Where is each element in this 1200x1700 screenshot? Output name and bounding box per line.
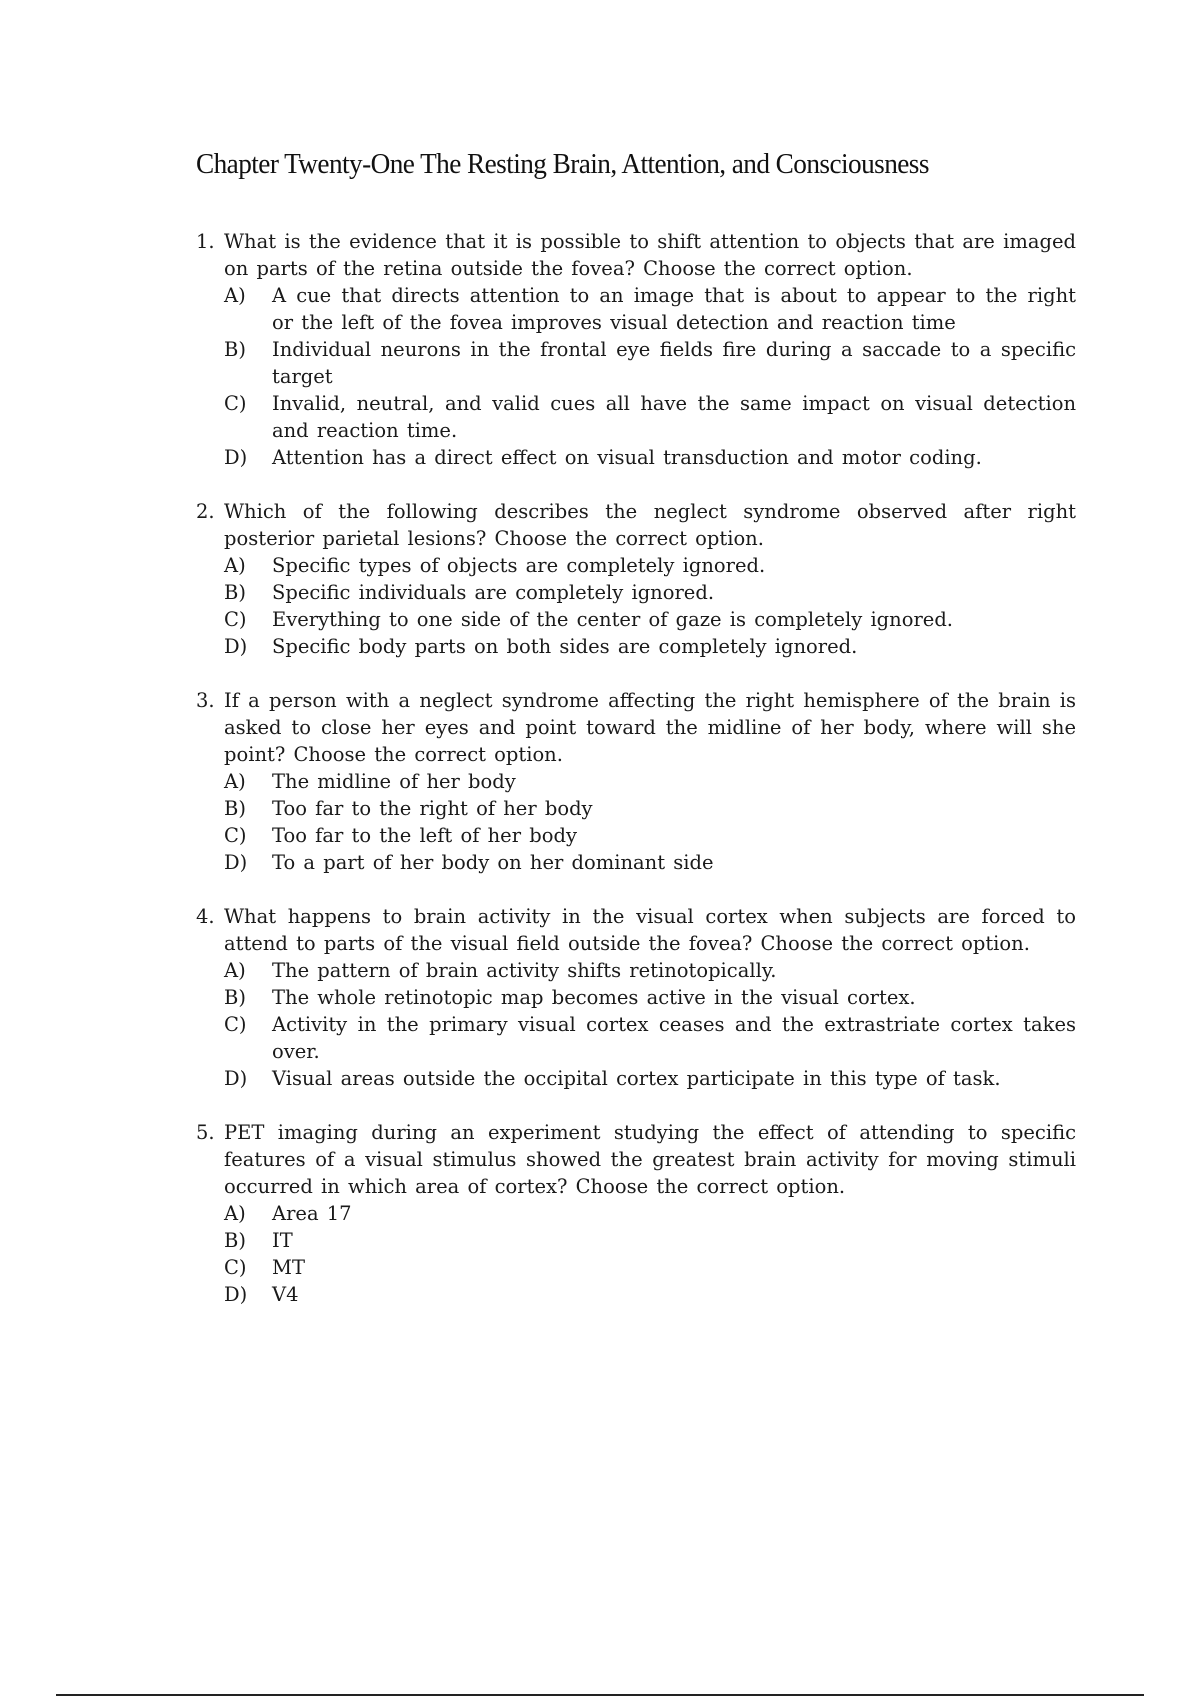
question-stem: [196, 1119, 1076, 1200]
question-text: PET imaging during an experiment studying the effect of attending to specific features of a visual stimulus showed the greatest brain activity for moving stimuli occurred in which area of cortex? Choose the correct option.: [224, 1121, 1076, 1198]
question-number: 3.: [196, 689, 215, 712]
option-text: Attention has a direct effect on visual transduction and motor coding.: [272, 446, 982, 469]
option-text: IT: [272, 1229, 293, 1252]
answer-option-b: [224, 579, 1076, 606]
answer-option-b: [224, 984, 1076, 1011]
option-text: Specific types of objects are completely ignored.: [272, 554, 766, 577]
answer-option-c: [224, 606, 1076, 633]
option-text: Visual areas outside the occipital cortex participate in this type of task.: [272, 1067, 1001, 1090]
answer-options: [196, 1200, 1076, 1308]
answer-option-a: [224, 957, 1076, 984]
question-number: 5.: [196, 1121, 215, 1144]
answer-options: [196, 768, 1076, 876]
option-letter: D): [224, 635, 248, 658]
answer-option-d: [224, 1065, 1076, 1092]
footer-rule: [56, 1694, 1144, 1696]
option-text: A cue that directs attention to an image that is about to appear to the right or the left of the fovea improves visual detection and reaction time: [272, 284, 1076, 334]
option-text: V4: [272, 1283, 299, 1306]
option-letter: C): [224, 1256, 247, 1279]
answer-option-a: [224, 552, 1076, 579]
question-number: 2.: [196, 500, 215, 523]
option-letter: A): [224, 284, 246, 307]
question-number: 4.: [196, 905, 215, 928]
option-text: The midline of her body: [272, 770, 516, 793]
answer-options: [196, 282, 1076, 471]
answer-option-b: [224, 1227, 1076, 1254]
answer-option-c: [224, 1011, 1076, 1065]
option-text: Activity in the primary visual cortex ceases and the extrastriate cortex takes over.: [272, 1013, 1076, 1063]
question-2: [196, 498, 1076, 660]
question-text: What happens to brain activity in the visual cortex when subjects are forced to attend to parts of the visual field outside the fovea? Choose the correct option.: [224, 905, 1076, 955]
answer-option-a: [224, 282, 1076, 336]
option-letter: B): [224, 797, 246, 820]
answer-option-d: [224, 444, 1076, 471]
option-letter: A): [224, 959, 246, 982]
option-text: To a part of her body on her dominant side: [272, 851, 714, 874]
option-text: Area 17: [272, 1202, 352, 1225]
option-letter: D): [224, 1067, 248, 1090]
page-title: Chapter Twenty-One The Resting Brain, Attention, and Consciousness: [196, 148, 929, 180]
answer-option-a: [224, 768, 1076, 795]
option-letter: B): [224, 986, 246, 1009]
answer-option-d: [224, 849, 1076, 876]
question-stem: [196, 687, 1076, 768]
option-letter: A): [224, 1202, 246, 1225]
option-letter: C): [224, 392, 247, 415]
option-letter: D): [224, 446, 248, 469]
answer-option-b: [224, 336, 1076, 390]
option-text: Specific body parts on both sides are completely ignored.: [272, 635, 858, 658]
question-stem: [196, 228, 1076, 282]
answer-option-d: [224, 633, 1076, 660]
option-letter: D): [224, 851, 248, 874]
question-stem: [196, 903, 1076, 957]
question-4: [196, 903, 1076, 1092]
answer-options: [196, 552, 1076, 660]
question-text: Which of the following describes the neglect syndrome observed after right posterior parietal lesions? Choose the correct option.: [224, 500, 1076, 550]
answer-option-c: [224, 390, 1076, 444]
option-text: Too far to the left of her body: [272, 824, 577, 847]
question-5: [196, 1119, 1076, 1308]
answer-option-c: [224, 1254, 1076, 1281]
option-letter: A): [224, 554, 246, 577]
question-3: [196, 687, 1076, 876]
option-text: Too far to the right of her body: [272, 797, 593, 820]
answer-option-c: [224, 822, 1076, 849]
option-text: Everything to one side of the center of gaze is completely ignored.: [272, 608, 954, 631]
question-list: [196, 228, 1076, 1308]
option-letter: C): [224, 1013, 247, 1036]
option-letter: B): [224, 1229, 246, 1252]
option-text: The pattern of brain activity shifts retinotopically.: [272, 959, 777, 982]
option-letter: B): [224, 338, 246, 361]
answer-option-a: [224, 1200, 1076, 1227]
answer-options: [196, 957, 1076, 1092]
question-number: 1.: [196, 230, 215, 253]
option-letter: C): [224, 608, 247, 631]
question-text: What is the evidence that it is possible to shift attention to objects that are imaged on parts of the retina outside the fovea? Choose the correct option.: [224, 230, 1076, 280]
question-text: If a person with a neglect syndrome affecting the right hemisphere of the brain is asked to close her eyes and point toward the midline of her body, where will she point? Choose the correct option.: [224, 689, 1076, 766]
option-letter: D): [224, 1283, 248, 1306]
option-letter: A): [224, 770, 246, 793]
option-text: Individual neurons in the frontal eye fields fire during a saccade to a specific target: [272, 338, 1076, 388]
option-text: MT: [272, 1256, 305, 1279]
question-stem: [196, 498, 1076, 552]
option-text: Invalid, neutral, and valid cues all have the same impact on visual detection and reaction time.: [272, 392, 1076, 442]
option-letter: C): [224, 824, 247, 847]
option-text: Specific individuals are completely ignored.: [272, 581, 715, 604]
option-text: The whole retinotopic map becomes active in the visual cortex.: [272, 986, 916, 1009]
answer-option-d: [224, 1281, 1076, 1308]
option-letter: B): [224, 581, 246, 604]
question-1: [196, 228, 1076, 471]
answer-option-b: [224, 795, 1076, 822]
